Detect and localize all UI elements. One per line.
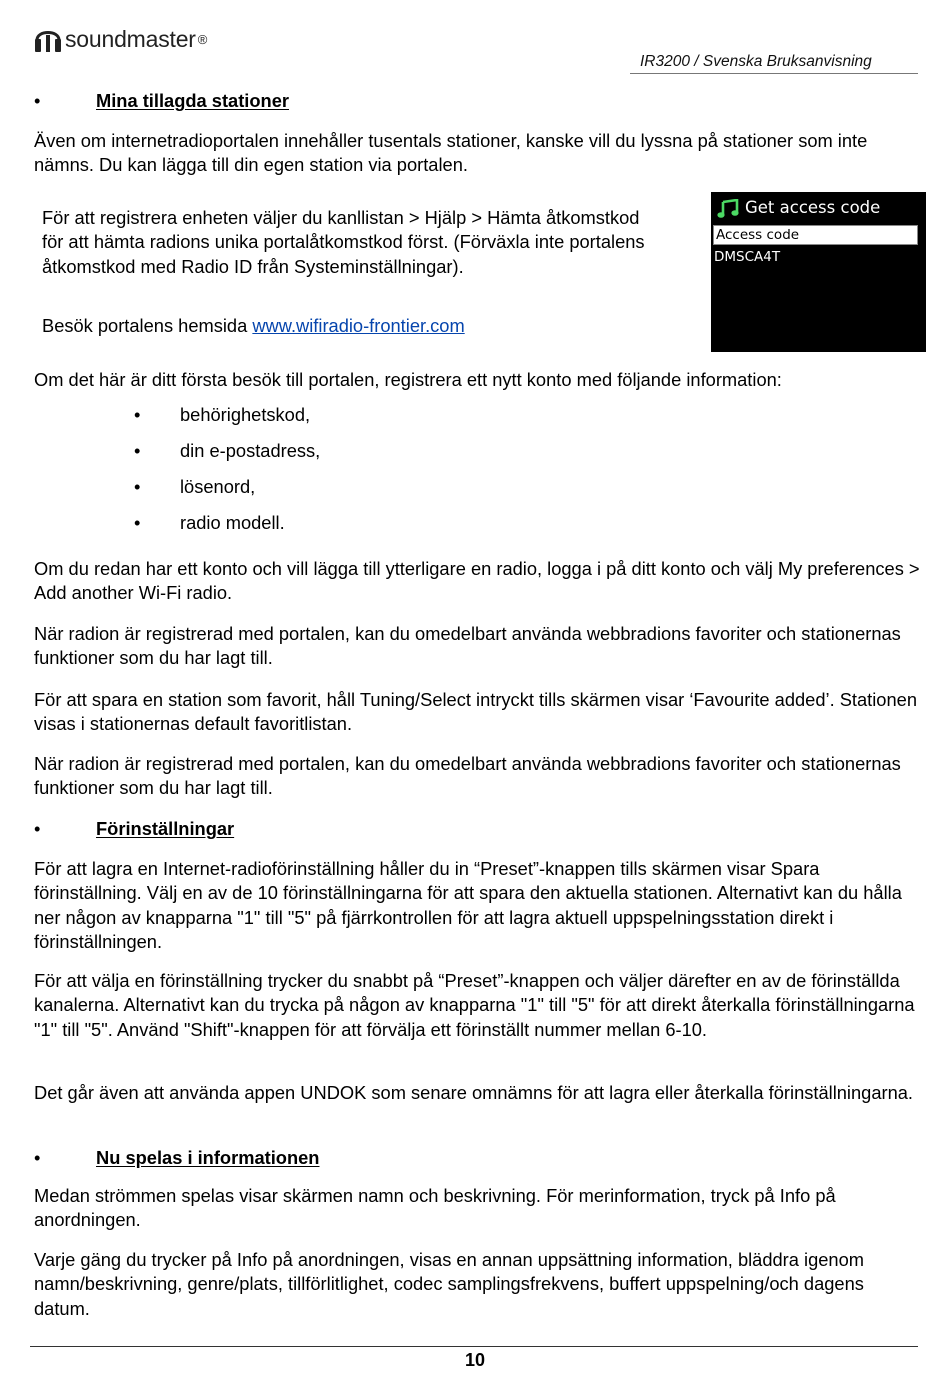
section-heading-now-playing (34, 1146, 319, 1170)
portal-link[interactable]: www.wifiradio-frontier.com (252, 315, 465, 336)
bullet: • (34, 90, 41, 111)
list-item-text: din e-postadress, (180, 440, 321, 461)
paragraph-register-device: För att registrera enheten väljer du kanllistan > Hjälp > Hämta åtkomstkod för att hämta radions unika portalåtkomstkod först. (Förväxla inte portalens åtkomstkod med Radio ID från Systeminställningar). (42, 207, 645, 277)
paragraph: För att lagra en Internet-radioförinställning håller du in “Preset”-knappen tills skärmen visar Spara förinställning. Välj en av de 10 förinställningarna för att spara den aktuella stationen. Alternativt kan du hålla ner någon av knapparna "1" till "5" på fjärrkontrollen för att lagra aktuell uppspelningsstation direkt i förinställningen. (34, 858, 902, 952)
list-item (134, 511, 320, 547)
screen-selected-label: Access code (716, 227, 800, 243)
section-title: Förinställningar (96, 818, 235, 839)
paragraph: För att spara en station som favorit, håll Tuning/Select intryckt tills skärmen visar ‘Favourite added’. Stationen visas i stationernas default favoritlistan. (34, 689, 917, 735)
required-info-list (134, 403, 320, 547)
screen-access-code: DMSCA4T (714, 249, 781, 265)
paragraph: När radion är registrerad med portalen, kan du omedelbart använda webbradions favoriter och stationernas funktioner som du har lagt till. (34, 623, 901, 669)
section-title: Nu spelas i informationen (96, 1147, 320, 1168)
paragraph: Varje gäng du trycker på Info på anordningen, visas en annan uppsättning information, bläddra igenom namn/beskrivning, genre/plats, tillförlitlighet, codec samplingsfrekvens, buffert uppspelning/och dagens datum. (34, 1249, 864, 1319)
registered-mark: ® (197, 31, 208, 47)
section-heading-presets (34, 817, 234, 841)
document-title: IR3200 / Svenska Bruksanvisning (640, 53, 872, 70)
bullet: • (134, 476, 141, 497)
bullet: • (34, 1147, 41, 1168)
paragraph: Om du redan har ett konto och vill lägga till ytterligare en radio, logga i på ditt konto och välj My preferences > Add another Wi-Fi radio. (34, 558, 920, 604)
list-item (134, 439, 320, 475)
soundmaster-logo-icon (34, 24, 62, 54)
section-heading-added-stations (34, 89, 289, 113)
list-item-text: radio modell. (180, 512, 285, 533)
paragraph: Även om internetradioportalen innehåller tusentals stationer, kanske vill du lyssna på stationer som inte nämns. Du kan lägga till din egen station via portalen. (34, 130, 868, 176)
screen-title: Get access code (745, 198, 881, 217)
bullet: • (134, 512, 141, 533)
section-title: Mina tillagda stationer (96, 90, 289, 111)
brand-logo (34, 24, 207, 54)
radio-display-screenshot (711, 192, 926, 352)
list-item (134, 403, 320, 439)
paragraph: För att välja en förinställning trycker du snabbt på “Preset”-knappen och väljer därefter en av de förinställda kanalerna. Alternativt kan du trycka på någon av knapparna "1" till "5" för att direkt återkalla förinställningarna "1" till "5". Använd "Shift"-knappen för att förvälja ett förinställt nummer mellan 6-10. (34, 970, 915, 1040)
page-number: 10 (464, 1350, 486, 1370)
paragraph: När radion är registrerad med portalen, kan du omedelbart använda webbradions favoriter och stationernas funktioner som du har lagt till. (34, 753, 901, 799)
footer-divider (30, 1346, 918, 1347)
screen-selected-item (713, 225, 918, 245)
bullet: • (34, 818, 41, 839)
header-divider (630, 73, 918, 74)
bullet: • (134, 440, 141, 461)
list-item-text: lösenord, (180, 476, 256, 497)
list-item-text: behörighetskod, (180, 404, 311, 425)
brand-name: soundmaster (65, 25, 196, 52)
portal-visit-text: Besök portalens hemsida (42, 315, 253, 336)
paragraph-first-visit: Om det här är ditt första besök till portalen, registrera ett nytt konto med följande information: (34, 369, 782, 390)
paragraph: Medan strömmen spelas visar skärmen namn och beskrivning. För merinformation, tryck på Info på anordningen. (34, 1185, 836, 1231)
paragraph-portal-visit (42, 314, 662, 338)
paragraph: Det går även att använda appen UNDOK som senare omnämns för att lagra eller återkalla förinställningarna. (34, 1082, 913, 1103)
list-item (134, 475, 320, 511)
music-note-icon (717, 199, 739, 219)
bullet: • (134, 404, 141, 425)
